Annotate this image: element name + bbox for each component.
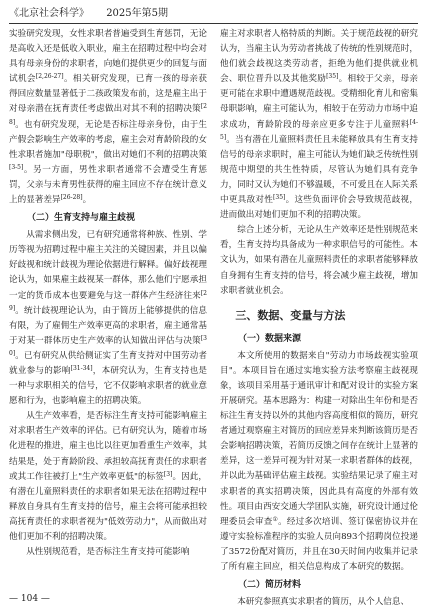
citation: [35] [326,73,339,81]
citation: [4-5] [220,118,418,141]
paragraph: 雇主对求职者人格特质的判断。关于规范歧视的研究认为，当雇主认为劳动者挑战了传统的性别规范时，他们就会歧视这类劳动者，拒绝为他们提供就业机会、职位晋升以及其他奖励[35]。相较于父亲，母亲更可能在求职中遭遇规范歧视。受精细化育儿和密集母职影响，雇主可能认为，相较于在劳动力市场中追求成功，育龄阶段的母亲应更多专注于儿童照料[4-5]。当有潜在儿童照料责任且未能释放具有生育支持信号的母亲求职时，雇主可能认为她们缺乏传统性别规范中期望的共生性特质，尽管认为她们具有竞争力，同时又认为她们不够温暖，不可爱且在人际关系中更具敌对性[35]。这些负面评价会导致规范歧视，进而做出对她们更加不利的招聘决策。 [220,29,418,221]
paragraph: 从生产效率看，是否标注生育支持可能影响雇主对求职者生产效率的评估。已有研究认为，随着市场化进程的推进，雇主也比以往更加看重生产效率，其结果是，处于育龄阶段、承担较高抚育责任的求职者或其工作往被打上"生产效率更低"的标签[3]。因此，有潜在儿童照料责任的求职者如果无法在招聘过程中释放自身具有生育支持的信号，雇主会将可能承担较高抚育责任的求职者视为"低效劳动力"，从而做出对他们更加不利的招聘决策。 [9,411,207,542]
paragraph: 从需求侧出发，已有研究通常将种族、性别、学历等视为招聘过程中雇主关注的关键因素，并且以偏好歧视和统计歧视为理论依据进行解释。偏好歧视理论认为，如果雇主歧视某一群体，那么他们宁愿承担一定的货币成本也要避免与这一群体产生经济往来[29]。统计歧视理论认为，由于简历上能够提供的信息有限，为了雇佣生产效率更高的求职者，雇主通常基于对某一群体历史生产效率的认知做出评估与决策[30]。已有研究从供给侧证实了生育支持对中国劳动者就业参与的影响[31-34]，本研究认为，生育支持也是一种与求职相关的信号，它不仅影响求职者的就业意愿和行为，也影响雇主的招聘决策。 [9,230,207,407]
issue-number: 2025年第5期 [106,8,168,19]
citation: [29] [9,289,207,312]
running-header [9,7,418,24]
paragraph: 从性别规范看，是否标注生育支持可能影响 [26,547,190,558]
subsection-heading: （一）数据来源 [238,333,302,344]
subsection-heading: （二）简历材料 [238,580,302,591]
citation: [3] [163,470,173,478]
citation: [26-28] [60,194,83,202]
right-column [220,27,418,610]
footnote-marker: ① [272,515,279,523]
citation: [2,26-27] [35,73,64,81]
citation: [35] [273,194,286,202]
journal-name: 《北京社会科学》 [9,8,89,19]
paragraph: 实验研究发现，女性求职者普遍受到生育惩罚，无论是高收入还是低收入职业，雇主在招聘过程中均会对具有母亲身份的求职者，向她们提供更少的回复与面试机会[2,26-27]。相关研究发现，已育一孩的母亲获得回应数量显著低于二孩政策发布前，这是雇主出于对母亲潜在抚育责任考虑做出对其不利的招聘决策[28]。也有研究发现，无论是否标注母亲身份，由于生产假会影响生产效率的考虑，雇主会对育龄阶段的女性求职者施加"母职税"，做出对她们不利的招聘决策[3-5]。另一方面，男性求职者通常不会遭受生育惩罚，父亲与未育男性获得的雇主回应不存在统计意义上的显著差异[26-28]。 [9,29,207,206]
subsection-heading: （二）生育支持与雇主歧视 [27,213,136,224]
paragraph: 本研究参照真实求职者的简历，从个人信息、 [237,597,410,608]
citation: [28] [9,103,207,126]
citation: [3-5] [9,163,24,171]
page-number: — 104 — [9,594,50,604]
citation: [31-34] [70,364,93,372]
citation: [30] [9,334,207,357]
section-heading: 三、数据、变量与方法 [235,308,346,322]
left-column [9,27,207,560]
paragraph: 综合上述分析，无论从生产效率还是性别规范来看，生育支持均具备成为一种求职信号的可能性。本文认为，如果有潜在儿童照料责任的求职者能够释放自身拥有生育支持的信号，将会减少雇主歧视，增加求职者就业机会。 [220,225,418,296]
paragraph: 本文所使用的数据来自"劳动力市场歧视实验项目"。本项目旨在通过实地实验方法考察雇主歧视现象，该项目采用基于通讯审计和配对设计的实验方案开展研究。基本思路为：构建一对除出生年份和是否标注生育支持以外的其他内容高度相似的简历，研究者通过观察雇主对简历的回应差异来判断该简历是否会影响招聘决策，若简历反馈之间存在统计上显著的差异，这一差异可视为针对某一求职者群体的歧视，并以此为基础评估雇主歧视。实验结果记录了雇主对求职者的真实招聘决策，因此具有高度的外部有效性。项目由西安交通大学团队实施，研究设计通过伦理委员会审查①。经过多次培训、签订保密协议并在遵守实验标准程序的实验人员向893个招聘岗位投递了3572份配对简历，并且在30天时间内收集并记录了所有雇主回应，相关信息构成了本研究的数据。 [220,350,418,572]
